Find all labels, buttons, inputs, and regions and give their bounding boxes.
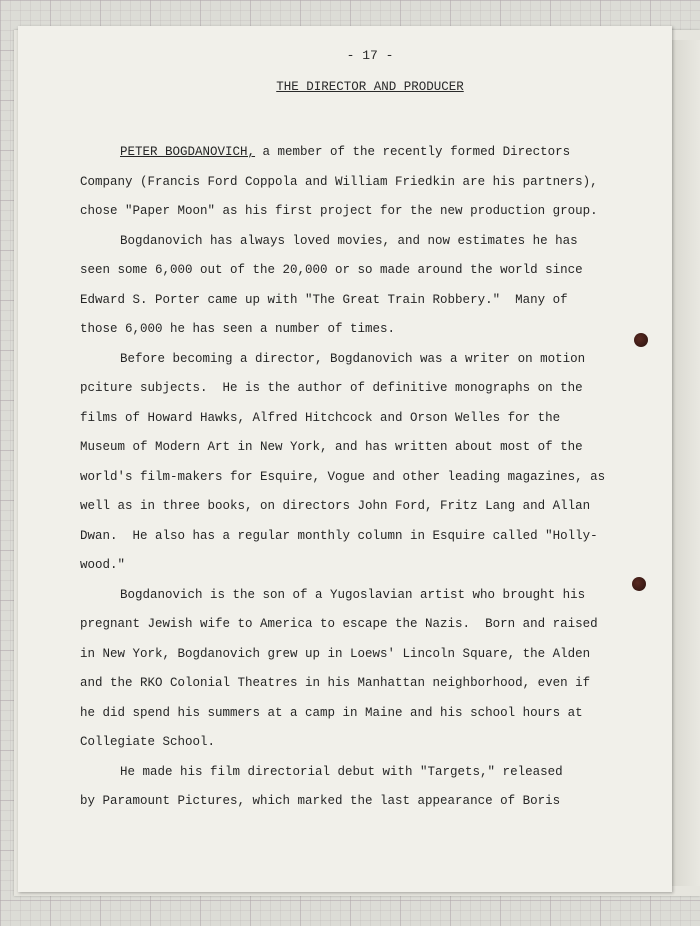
text-line: Bogdanovich has always loved movies, and now estimates he has — [120, 233, 578, 248]
text-line: by Paramount Pictures, which marked the last appearance of Boris — [80, 794, 561, 808]
text-line: wood." — [80, 558, 126, 572]
text-line: in New York, Bogdanovich grew up in Loews' Lincoln Square, the Alden — [80, 646, 591, 661]
text-line: and the RKO Colonial Theatres in his Manhattan neighborhood, even if — [80, 676, 591, 690]
text-line: He made his film directorial debut with "Targets," released — [120, 764, 563, 779]
text-fragment: a member of the recently formed Directors — [255, 145, 571, 159]
lead-name: PETER BOGDANOVICH, — [120, 145, 256, 159]
text-line: he did spend his summers at a camp in Maine and his school hours at — [80, 705, 583, 720]
text-line: Before becoming a director, Bogdanovich was a writer on motion — [120, 351, 586, 366]
text-line: well as in three books, on directors John Ford, Fritz Lang and Allan — [80, 499, 591, 513]
text-line: chose "Paper Moon" as his first project for the new production group. — [80, 204, 598, 218]
page-number: - 17 - — [346, 48, 394, 63]
text-line: Bogdanovich is the son of a Yugoslavian artist who brought his — [120, 587, 586, 602]
text-line — [80, 138, 640, 168]
text-line: seen some 6,000 out of the 20,000 or so made around the world since — [80, 263, 583, 277]
text-line: pciture subjects. He is the author of definitive monographs on the — [80, 381, 583, 395]
body-text — [80, 138, 640, 817]
text-line: Dwan. He also has a regular monthly column in Esquire called "Holly- — [80, 528, 598, 543]
text-line: films of Howard Hawks, Alfred Hitchcock and Orson Welles for the — [80, 410, 561, 425]
text-line: those 6,000 he has seen a number of times. — [80, 322, 396, 336]
page-spine — [670, 40, 700, 886]
text-line: world's film-makers for Esquire, Vogue and other leading magazines, as — [80, 469, 606, 484]
text-line: Collegiate School. — [80, 735, 216, 749]
text-line: Company (Francis Ford Coppola and William Friedkin are his partners), — [80, 174, 598, 189]
text-line: Museum of Modern Art in New York, and has written about most of the — [80, 440, 583, 454]
section-heading: THE DIRECTOR AND PRODUCER — [276, 80, 464, 94]
text-line: pregnant Jewish wife to America to escape the Nazis. Born and raised — [80, 617, 598, 631]
text-line: Edward S. Porter came up with "The Great Train Robbery." Many of — [80, 292, 568, 307]
